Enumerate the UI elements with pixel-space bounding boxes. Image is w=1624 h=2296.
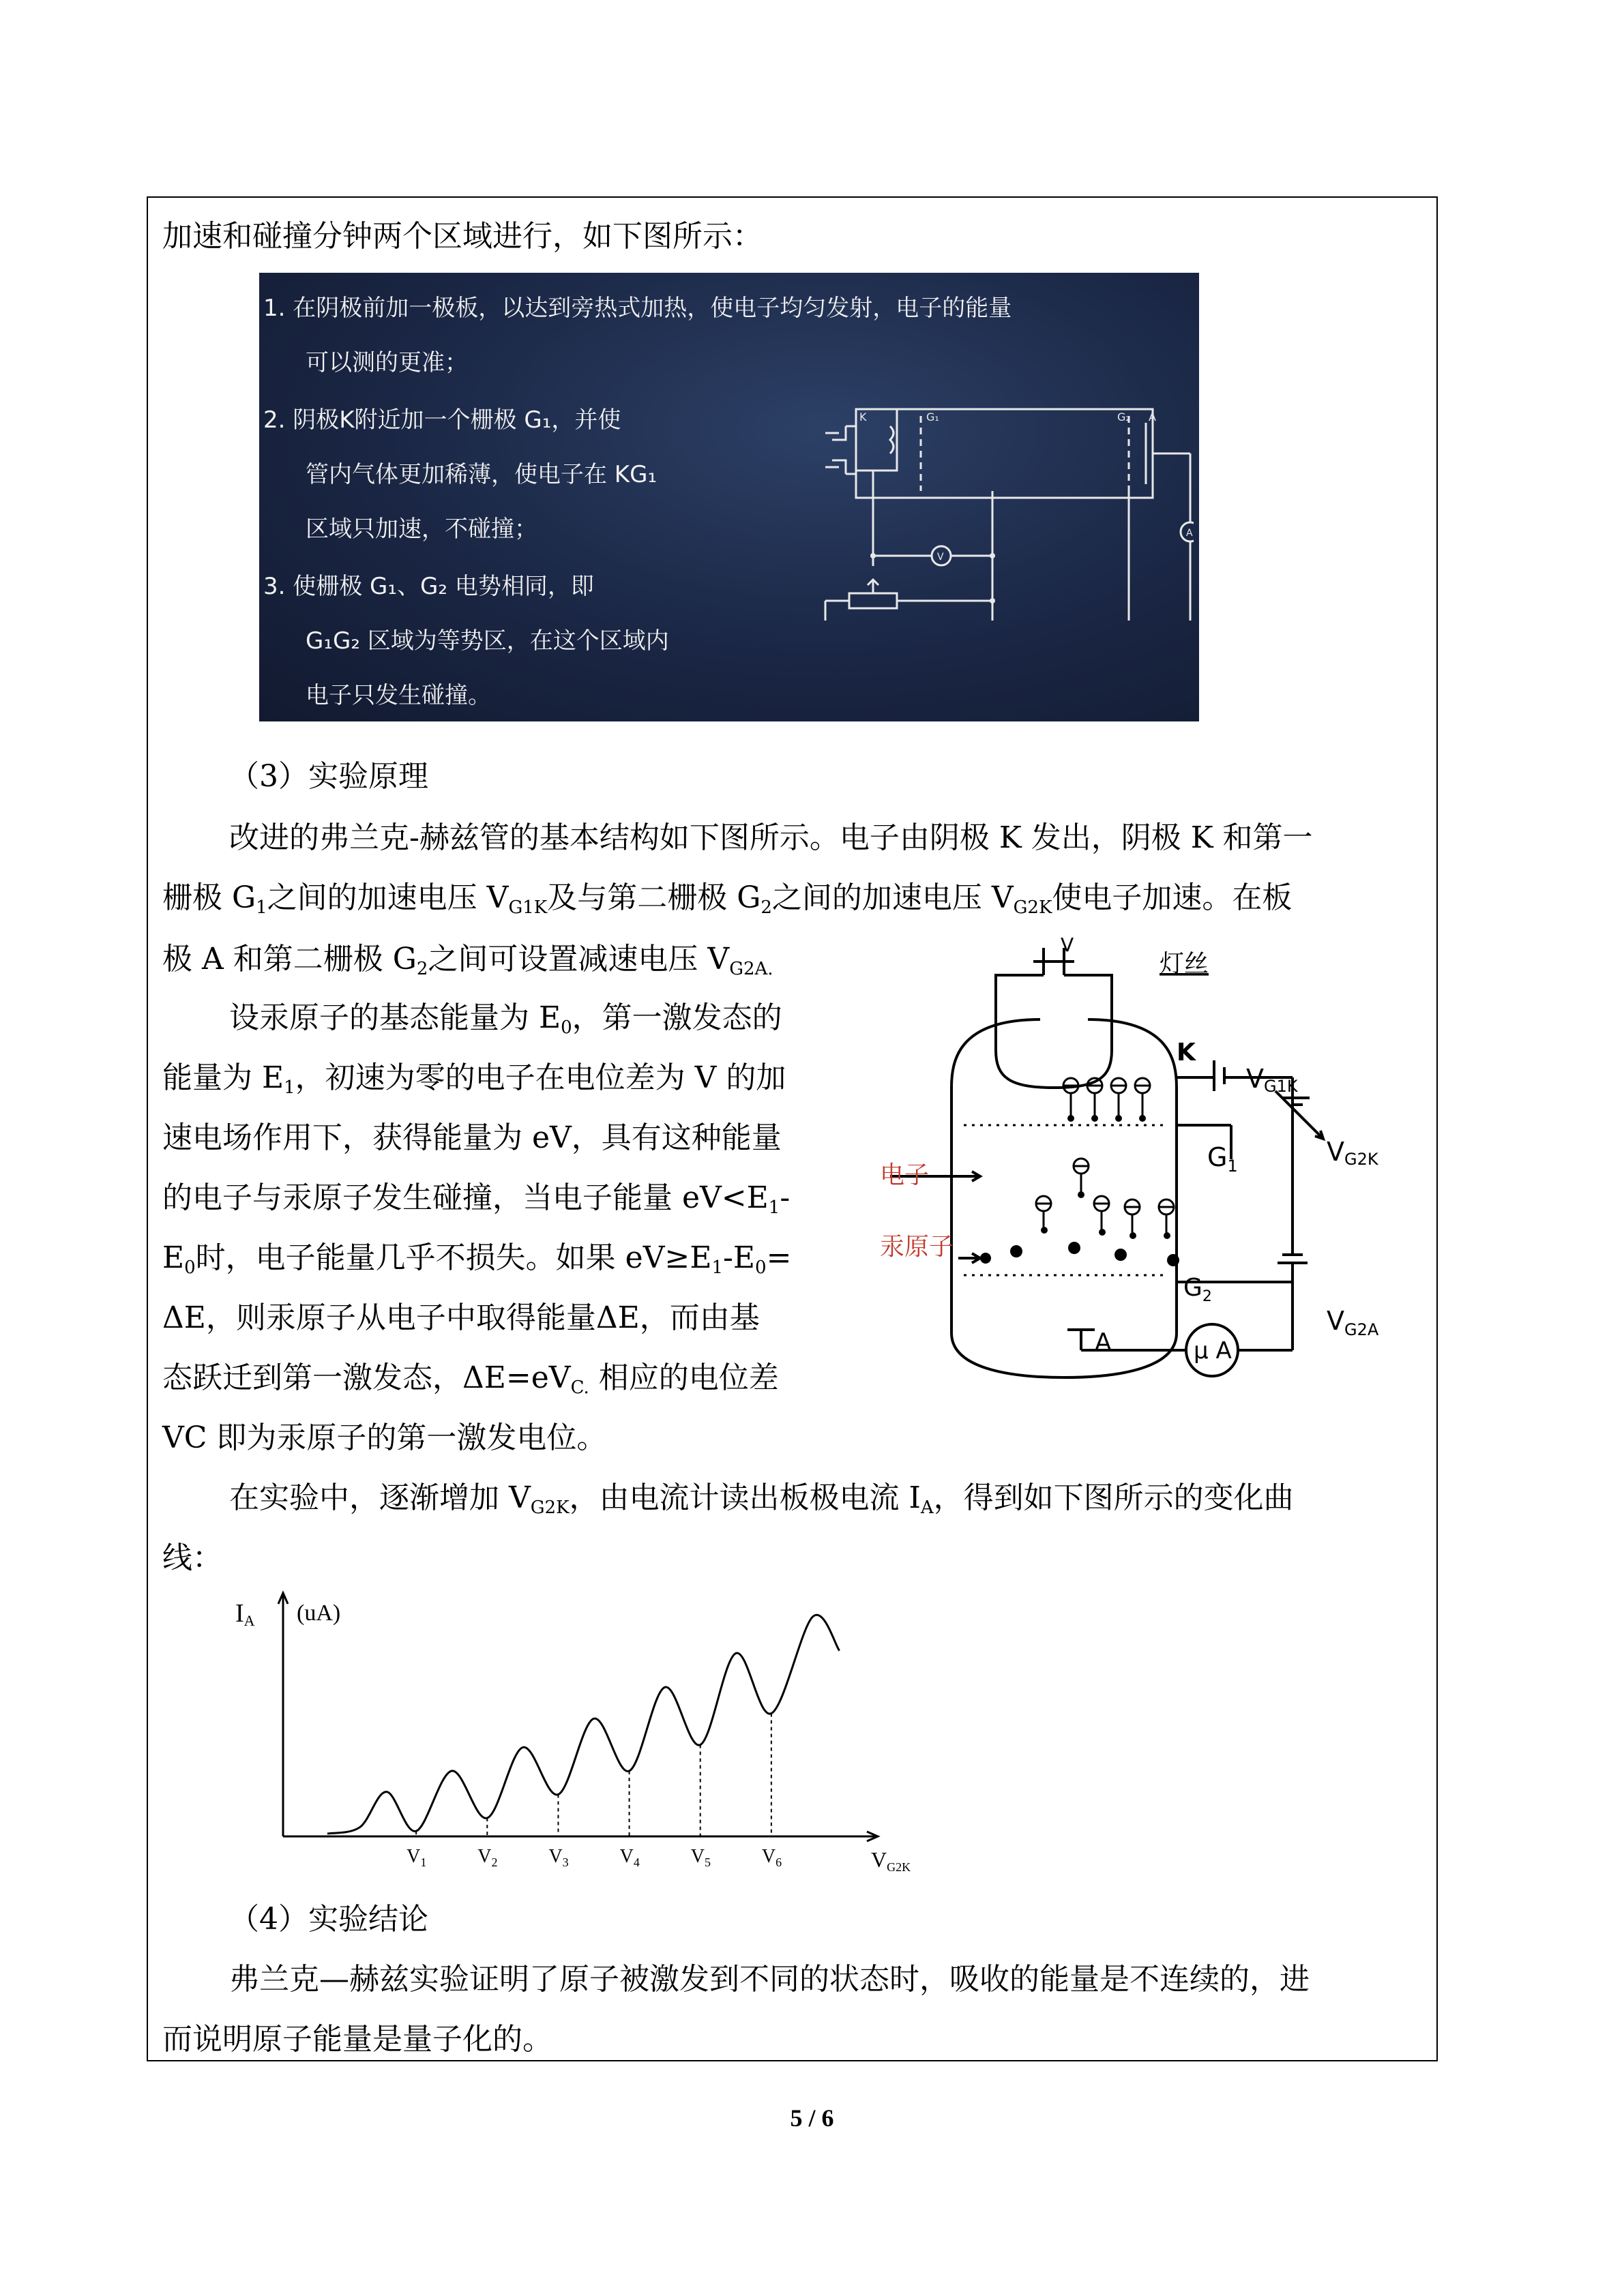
intro-line: 加速和碰撞分钟两个区域进行，如下图所示：: [162, 219, 763, 254]
chart-x-tick-label: $V_6$: [761, 1846, 782, 1869]
tube-label-g2: $G_2$: [1183, 1274, 1212, 1305]
section-4-heading: （4）实验结论: [229, 1902, 428, 1937]
chart-x-label: VG2K: [871, 1847, 911, 1874]
tube-label-vg2a: $V_{G2A}$: [1327, 1306, 1379, 1339]
section-3-p3-line-2: 线：: [162, 1540, 222, 1575]
section-3-p3-line-1: 在实验中，逐渐增加 $V_{G2K}$，由电流计读出板极电流 $I_A$，得到如下图所示的变化曲: [229, 1480, 1294, 1518]
section-3-p2-line-5: $E_0$时，电子能量几乎不损失。如果 $eV\ge E_1-E_0=$: [162, 1240, 792, 1278]
franck-hertz-tube-diagram: [876, 934, 1436, 1384]
slide-item-2-line-2: 管内气体更加稀薄，使电子在 KG₁: [306, 461, 658, 488]
tube-label-vg1k: VG1K: [1246, 1064, 1298, 1096]
franck-hertz-curve-chart: [228, 1581, 931, 1881]
section-3-p1-line-2: 栅极 $G_1$之间的加速电压 $V_{G1K}$及与第二栅极 $G_2$之间的加速电压 $V_{G2K}$使电子加速。在板: [162, 880, 1293, 918]
slide-circuit-label-g1: G₁: [926, 411, 939, 423]
chart-x-tick-label: $V_3$: [548, 1846, 569, 1869]
section-3-heading: （3）实验原理: [229, 759, 428, 794]
tube-label-v: V: [1061, 934, 1074, 956]
tube-label-filament: 灯丝: [1160, 950, 1209, 978]
section-3-p2-line-1: 设汞原子的基态能量为 $E_0$，第一激发态的: [229, 1000, 782, 1038]
slide-item-1-line-2: 可以测的更准；: [306, 349, 468, 376]
tube-label-g1: $G_1$: [1207, 1142, 1238, 1176]
slide-item-3-line-3: 电子只发生碰撞。: [306, 682, 491, 709]
chart-x-tick-label: $V_5$: [690, 1846, 711, 1869]
section-3-p2-line-6: ΔE，则汞原子从电子中取得能量ΔE，而由基: [162, 1300, 760, 1335]
slide-circuit-label-k: K: [859, 411, 867, 423]
tube-label-vg2k: VG2K: [1327, 1137, 1378, 1169]
microammeter-label: μ A: [1194, 1337, 1232, 1365]
section-3-p2-line-3: 速电场作用下，获得能量为 eV，具有这种能量: [162, 1120, 782, 1155]
section-3-p1-line-1: 改进的弗兰克-赫兹管的基本结构如下图所示。电子由阴极 K 发出，阴极 K 和第一: [229, 820, 1313, 855]
section-3-p2-line-8: VC 即为汞原子的第一激发电位。: [162, 1420, 607, 1455]
chart-x-tick-label: $V_1$: [407, 1846, 427, 1869]
chart-x-tick-label: $V_4$: [619, 1846, 640, 1869]
slide-circuit-label-g2: G₂: [1117, 411, 1130, 423]
tube-label-k: K: [1177, 1039, 1196, 1067]
slide-image: [259, 273, 1199, 721]
section-4-p1-line-1: 弗兰克—赫兹实验证明了原子被激发到不同的状态时，吸收的能量是不连续的，进: [229, 1962, 1310, 1997]
slide-ammeter-label: A: [1186, 528, 1193, 539]
section-3-p1-line-3: 极 A 和第二栅极 $G_2$之间可设置减速电压 $V_{G2A.}$: [162, 942, 773, 979]
tube-label-electron: 电子: [880, 1161, 930, 1189]
slide-item-1-line-1: 1. 在阴极前加一极板，以达到旁热式加热，使电子均匀发射，电子的能量: [263, 295, 1012, 322]
section-4-p1-line-2: 而说明原子能量是量子化的。: [162, 2022, 552, 2057]
section-3-p2-line-7: 态跃迁到第一激发态，$\Delta E=eV_{C.}$ 相应的电位差: [162, 1360, 779, 1398]
slide-voltmeter-label: V: [937, 552, 944, 563]
electron-row-top: [1063, 1078, 1150, 1117]
chart-y-label: IA: [235, 1599, 255, 1629]
slide-item-2-line-1: 2. 阴极K附近加一个栅极 G₁，并使: [263, 406, 621, 434]
slide-circuit-label-a: A: [1149, 411, 1156, 423]
section-3-p2-line-4: 的电子与汞原子发生碰撞，当电子能量 $eV<E_1-$: [162, 1180, 791, 1218]
chart-y-unit: (uA): [297, 1600, 341, 1626]
page-number: 5 / 6: [790, 2104, 834, 2132]
slide-circuit-diagram: [750, 389, 1194, 621]
chart-series-line: [327, 1615, 840, 1834]
slide-item-3-line-2: G₁G₂ 区域为等势区，在这个区域内: [306, 627, 669, 655]
tube-label-mercury: 汞原子: [880, 1233, 954, 1261]
slide-item-3-line-1: 3. 使栅极 G₁、G₂ 电势相同，即: [263, 573, 594, 600]
chart-x-tick-label: $V_2$: [477, 1846, 498, 1869]
slide-item-2-line-3: 区域只加速，不碰撞；: [306, 516, 537, 543]
tube-label-a: A: [1095, 1328, 1112, 1356]
section-3-p2-line-2: 能量为 $E_1$，初速为零的电子在电位差为 V 的加: [162, 1060, 786, 1098]
